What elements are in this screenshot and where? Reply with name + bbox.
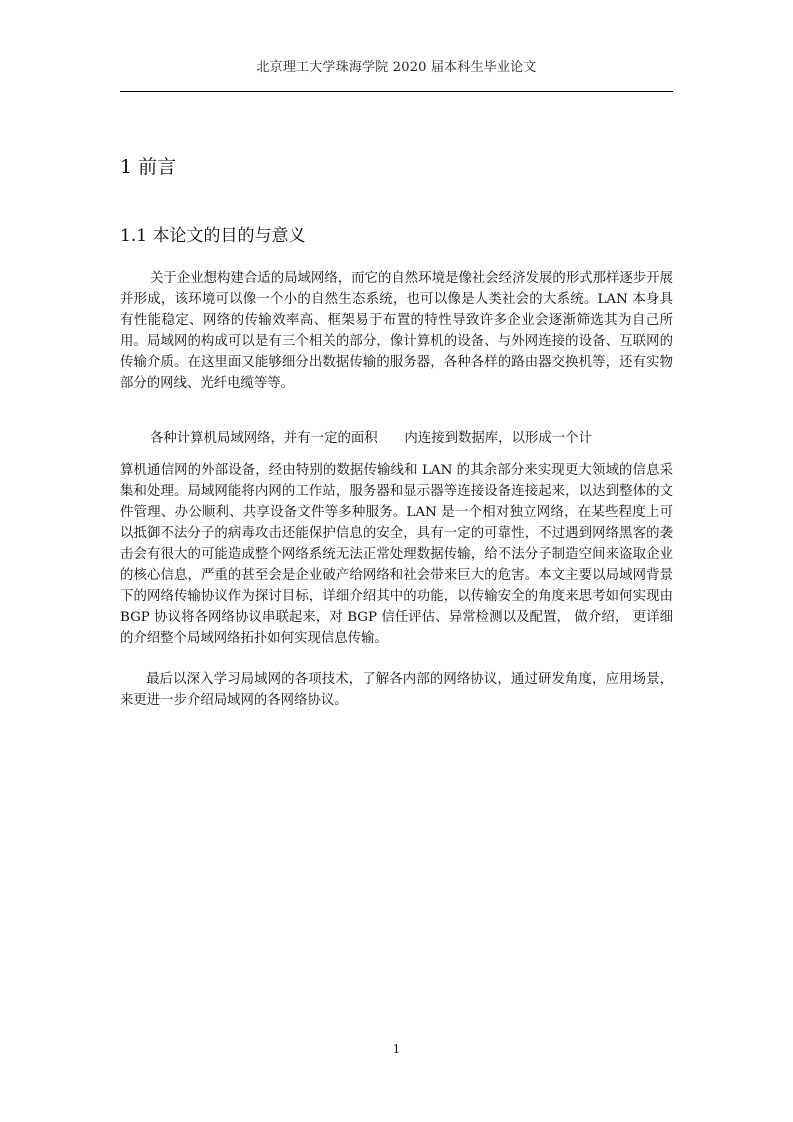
paragraph-2-first-line: 各种计算机局域网络，并有一定的面积 内连接到数据库，以形成一个计 xyxy=(150,431,592,446)
paragraph-3: 最后以深入学习局域网的各项技术，了解各内部的网络协议，通过研发角度，应用场景，来更进一步介绍局域网的各网络协议。 xyxy=(120,672,673,708)
section-title: 1.1 本论文的目的与意义 xyxy=(120,226,306,246)
chapter-title: 1 前言 xyxy=(120,156,177,178)
running-header: 北京理工大学珠海学院 2020 届本科生毕业论文 xyxy=(256,60,537,75)
page-number: 1 xyxy=(392,1042,401,1056)
paragraph-2-continuation: 算机通信网的外部设备，经由特别的数据传输线和 LAN 的其余部分来实现更大领域的信息采集和处理。局域网能将内网的工作站，服务器和显示器等连接设备连接起来，以达到整体的文件管理、办公顺利、共享设备文件等多种服务。LAN 是一个相对独立网络，在某些程度上可以抵御不法分子的病毒攻击还能保护信息的安全，具有一定的可靠性，不过遇到网络黑客的袭击会有很大的可能造成整个网络系统无法正常处理数据传输，给不法分子制造空间来盗取企业的核心信息，严重的甚至会是企业破产给网络和社会带来巨大的危害。本文主要以局域网背景下的网络传输协议作为探讨目标，详细介绍其中的功能，以传输安全的角度来思考如何实现由 BGP 协议将各网络协议串联起来，对 BGP 信任评估、异常检测以及配置， 做介绍， 更详细的介绍整个局域网络拓扑如何实现信息传输。 xyxy=(120,463,673,646)
paragraph-1: 关于企业想构建合适的局域网络，而它的自然环境是像社会经济发展的形式那样逐步开展并形成，该环境可以像一个小的自然生态系统，也可以像是人类社会的大系统。LAN 本身具有性能稳定、网络的传输效率高、框架易于布置的特性导致许多企业会逐渐筛选其为自己所用。局域网的构成可以是有三个相关的部分，像计算机的设备、与外网连接的设备、互联网的传输介质。在这里面又能够细分出数据传输的服务器，各种各样的路由器交换机等，还有实物部分的网线、光纤电缆等等。 xyxy=(120,271,673,391)
header-divider xyxy=(120,91,673,92)
